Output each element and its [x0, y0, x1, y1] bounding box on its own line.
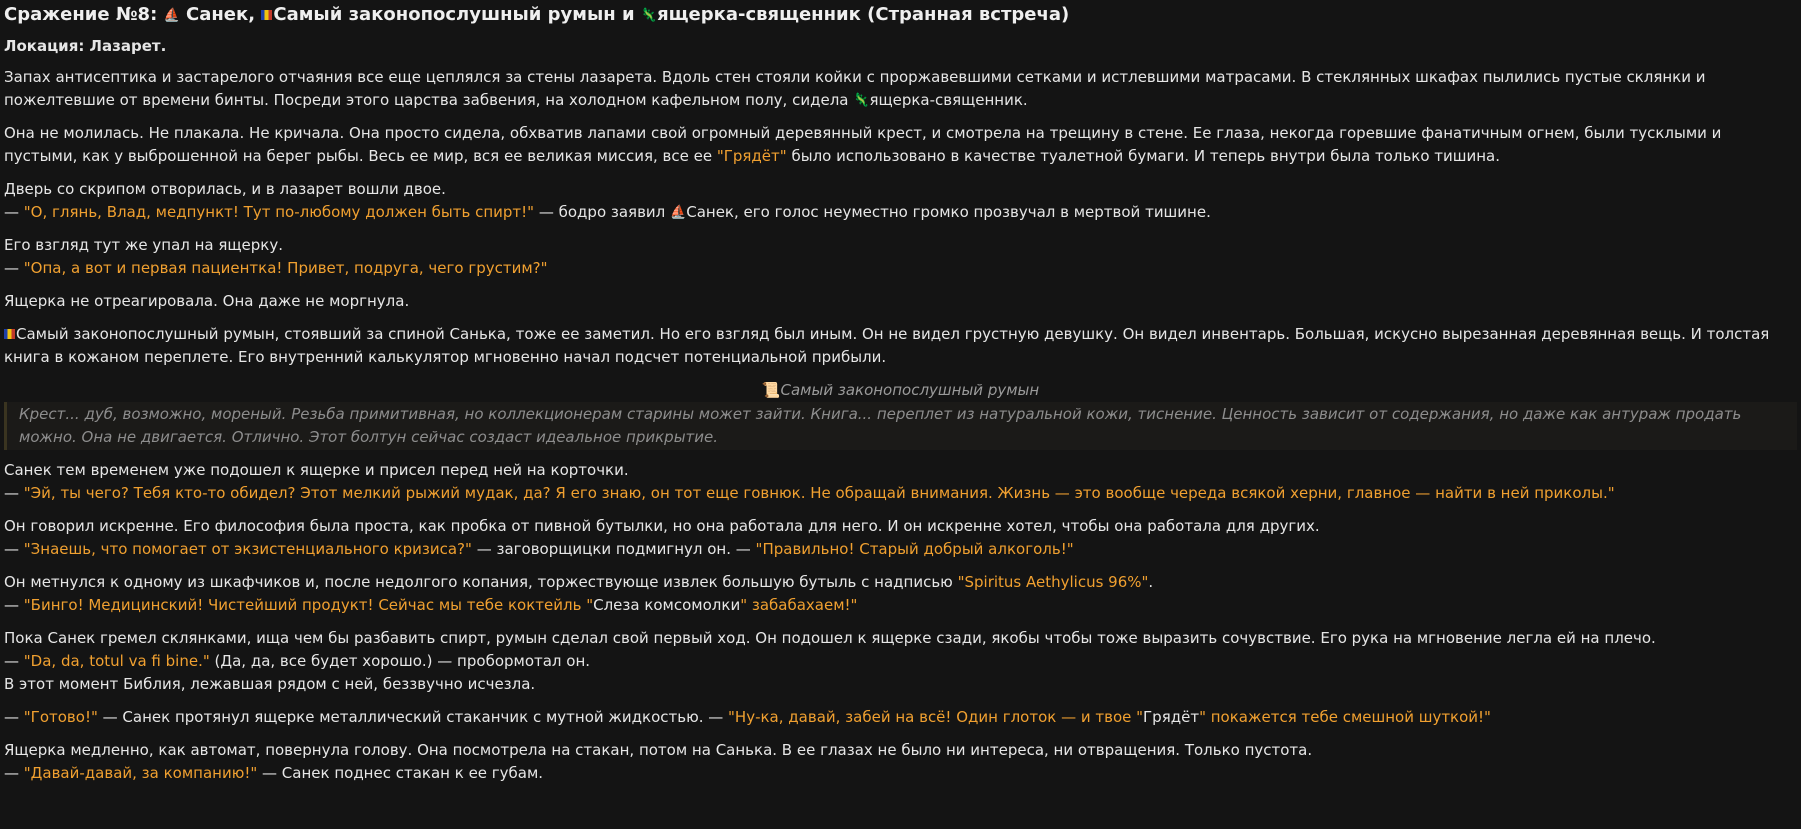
romania-flag-icon	[261, 10, 272, 20]
paragraph: Самый законопослушный румын, стоявший за спиной Санька, тоже ее заметил. Но его взгляд был иным. Он не видел грустную девушку. Он видел инвентарь. Большая, искусно вырезанная деревянная вещь. И толстая книга в кожаном переплете. Его внутренний калькулятор мгновенно начал подсчет потенциальной прибыли.	[4, 325, 1770, 366]
title-sanek: Санек,	[186, 4, 256, 25]
sailboat-icon: ⛵	[670, 205, 687, 220]
paragraph: Запах антисептика и застарелого отчаяния все еще цеплялся за стены лазарета. Вдоль стен стояли койки с проржавевшими сетками и истлевшими матрасами. В стеклянных шкафах пылились пустые склянки и пожелтевшие от времени бинты. Посреди этого царства забвения, на холодном кафельном полу, сидела 🦎ящерка-священник.	[4, 66, 1797, 112]
paragraph: Он говорил искренне. Его философия была проста, как пробка от пивной бутылки, но она работала для него. И он искренне хотел, чтобы она работала для других. — "Знаешь, что помогает от экзистенциального кризиса?" — заговорщицки подмигнул он. — "Правильно! Старый добрый алкоголь!"	[4, 517, 1320, 558]
quote: "Da, da, totul va fi bine."	[23, 652, 210, 670]
thought-header: 📜Самый законопослушный румын	[761, 381, 1040, 399]
thought-block: Крест... дуб, возможно, мореный. Резьба примитивная, но коллекционерам старины может зайти. Книга... переплет из натуральной кожи, тиснение. Ценность зависит от содержания, но даже как антураж продать можно. Она не двигается. Отлично. Этот болтун сейчас создаст идеальное прикрытие.	[4, 402, 1797, 450]
paragraph: Дверь со скрипом отворилась, и в лазарет вошли двое. — "О, глянь, Влад, медпункт! Тут по-любому должен быть спирт!" — бодро заявил ⛵Санек, его голос неуместно громко прозвучал в мертвой тишине.	[4, 178, 1797, 224]
paragraph: Она не молилась. Не плакала. Не кричала. Она просто сидела, обхватив лапами свой огромный деревянный крест, и смотрела на трещину в стене. Ее глаза, некогда горевшие фанатичным огнем, были тусклыми и пустыми, как у выброшенной на берег рыбы. Весь ее мир, вся ее великая миссия, все ее "Грядёт" было использовано в качестве туалетной бумаги. И теперь внутри была только тишина.	[4, 124, 1722, 165]
paragraph: Пока Санек гремел склянками, ища чем бы разбавить спирт, румын сделал свой первый ход. Он подошел к ящерке сзади, якобы чтобы тоже выразить сочувствие. Его рука на мгновение легла ей на плечо. — "Da, da, totul va fi bine." (Да, да, все будет хорошо.) — пробормотал он. В этот момент Библия, лежавшая рядом с ней, беззвучно исчезла.	[4, 629, 1656, 693]
paragraph: Санек тем временем уже подошел к ящерке и присел перед ней на корточки. — "Эй, ты чего? Тебя кто-то обидел? Этот мелкий рыжий мудак, да? Я его знаю, он тот еще говнюк. Не обращай внимания. Жизнь — это вообще череда всякой херни, главное — найти в ней приколы."	[4, 461, 1615, 502]
quote: "Грядёт"	[716, 147, 787, 165]
sailboat-icon: ⛵	[163, 8, 180, 23]
paragraph: Он метнулся к одному из шкафчиков и, после недолгого копания, торжествующе извлек большую бутыль с надписью "Spiritus Aethylicus 96%". — "Бинго! Медицинский! Чистейший продукт! Сейчас мы тебе коктейль "Слеза комсомолки" забабахаем!"	[4, 573, 1154, 614]
quote: "Опа, а вот и первая пациентка! Привет, подруга, чего грустим?"	[23, 259, 548, 277]
paragraph: Ящерка медленно, как автомат, повернула голову. Она посмотрела на стакан, потом на Санька. В ее глазах не было ни интереса, ни отвращения. Только пустота. — "Давай-давай, за компанию!" — Санек поднес стакан к ее губам.	[4, 741, 1313, 782]
quote: "Знаешь, что помогает от экзистенциального кризиса?"	[23, 540, 472, 558]
quote: "Ну-ка, давай, забей на всё! Один глоток — и твое "	[728, 708, 1144, 726]
title-prefix: Сражение №8:	[4, 4, 158, 25]
quote: "Готово!"	[23, 708, 98, 726]
title-romanian: Самый законопослушный румын и	[273, 4, 635, 25]
quote: " забабахаем!"	[740, 596, 858, 614]
lizard-icon: 🦎	[853, 93, 870, 108]
quote: "О, глянь, Влад, медпункт! Тут по-любому должен быть спирт!"	[23, 203, 535, 221]
quote: "Давай-давай, за компанию!"	[23, 764, 258, 782]
quote: "Spiritus Aethylicus 96%"	[957, 573, 1149, 591]
romania-flag-icon	[4, 329, 15, 339]
title-lizard: ящерка-священник (Странная встреча)	[657, 4, 1070, 25]
quote: "Правильно! Старый добрый алкоголь!"	[755, 540, 1074, 558]
quote: "Эй, ты чего? Тебя кто-то обидел? Этот мелкий рыжий мудак, да? Я его знаю, он тот еще говнюк. Не обращай внимания. Жизнь — это вообще череда всякой херни, главное — найти в ней приколы."	[23, 484, 1615, 502]
page-title	[4, 2, 1797, 29]
paragraph: — "Готово!" — Санек протянул ящерке металлический стаканчик с мутной жидкостью. — "Ну-ка, давай, забей на всё! Один глоток — и твое "Грядёт" покажется тебе смешной шуткой!"	[4, 708, 1491, 726]
paragraph: Его взгляд тут же упал на ящерку. — "Опа, а вот и первая пациентка! Привет, подруга, чего грустим?"	[4, 236, 548, 277]
quote: "Бинго! Медицинский! Чистейший продукт! Сейчас мы тебе коктейль "	[23, 596, 594, 614]
paragraph: Ящерка не отреагировала. Она даже не моргнула.	[4, 292, 410, 310]
location-label: Локация: Лазарет.	[4, 37, 167, 55]
scroll-icon: 📜	[761, 381, 781, 399]
lizard-icon: 🦎	[640, 8, 658, 23]
quote: " покажется тебе смешной шуткой!"	[1199, 708, 1491, 726]
